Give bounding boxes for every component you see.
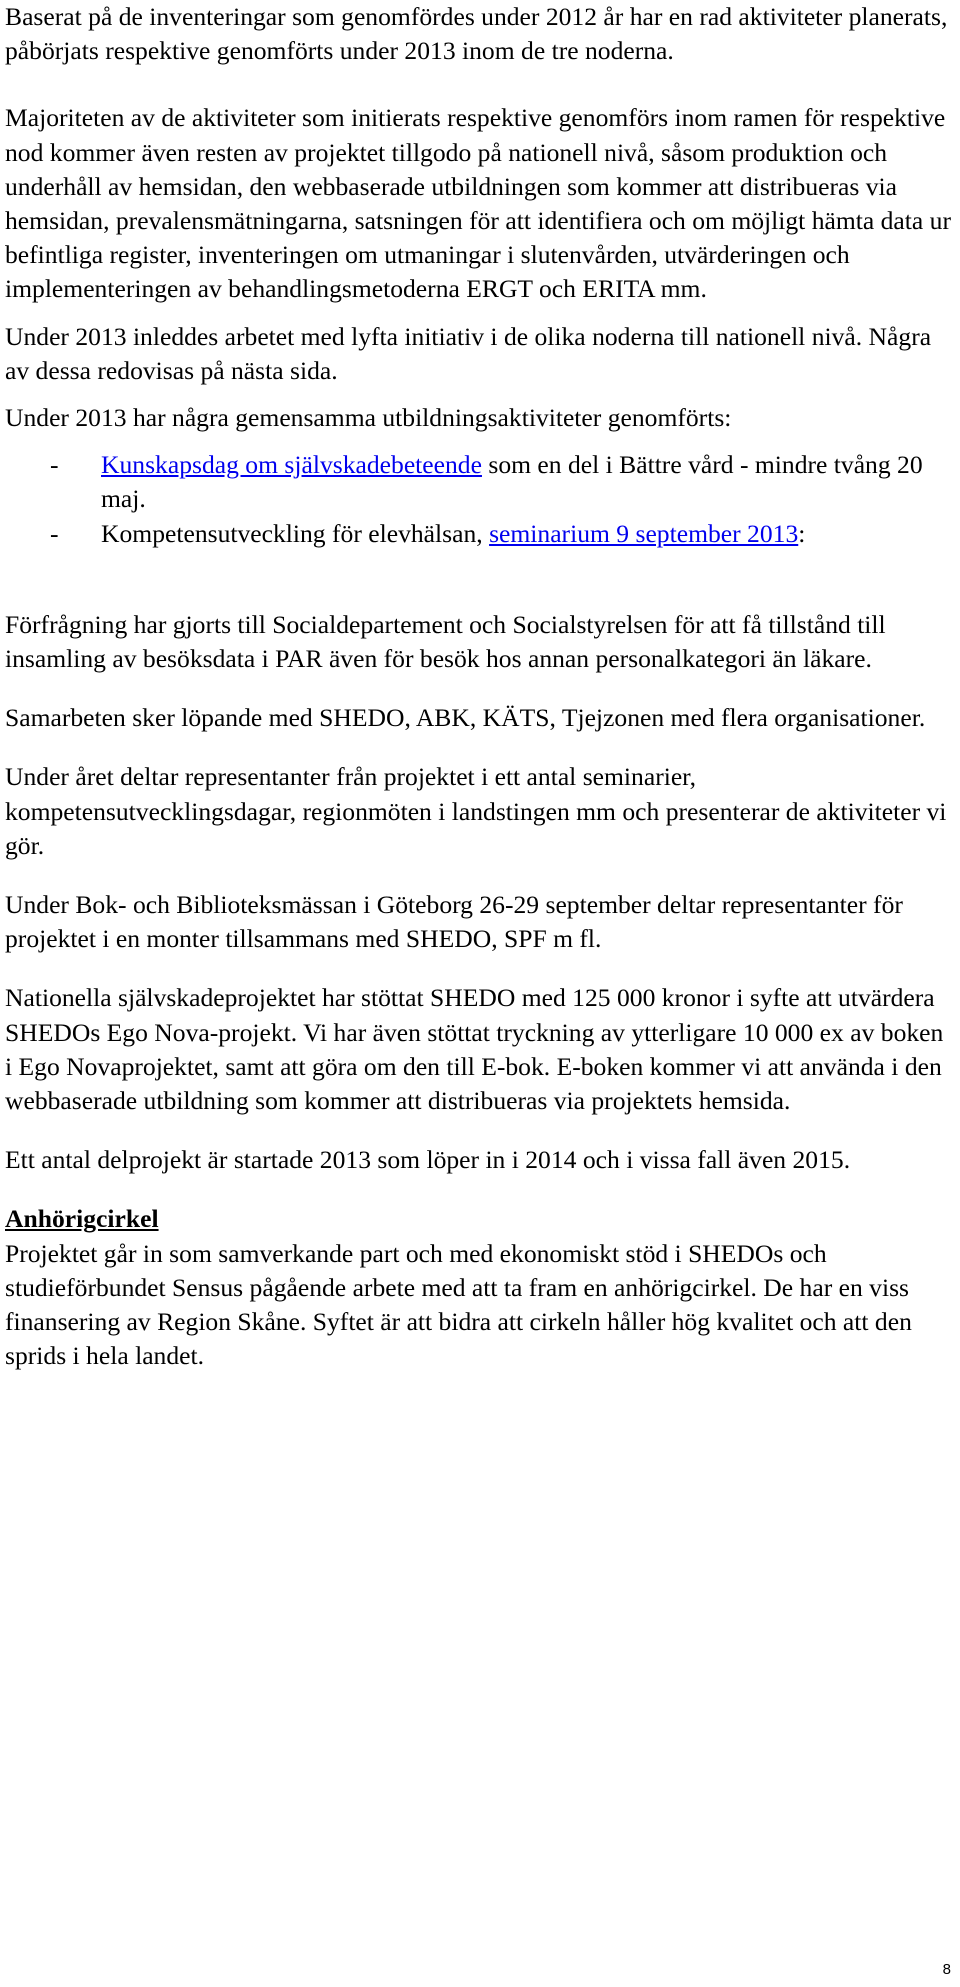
list-dash: - xyxy=(50,518,59,548)
section-body: Projektet går in som samverkande part och med ekonomiskt stöd i SHEDOs och studieförbundet Sensus pågående arbete med att ta fram en anhörigcirkel. De har en viss finansering av Region Skåne. Syftet är att bidra att cirkeln håller hög kvalitet och att den sprids i hela landet. xyxy=(5,1238,912,1371)
paragraph-shedo-support: Nationella självskadeprojektet har stöttat SHEDO med 125 000 kronor i syfte att utvärdera SHEDOs Ego Nova-projekt. Vi har även stöttat tryckning av ytterligare 10 000 ex av boken i Ego Novaprojektet, samt att göra om den till E-bok. E-boken kommer vi att använda i den webbaserade utbildning som kommer att distribueras via projektets hemsida. xyxy=(5,983,944,1116)
paragraph-subprojects: Ett antal delprojekt är startade 2013 som löper in i 2014 och i vissa fall även 2015. xyxy=(5,1145,851,1175)
document-page xyxy=(5,0,953,1374)
list-item xyxy=(5,517,953,551)
list-item xyxy=(5,448,953,516)
paragraph-seminars: Under året deltar representanter från projektet i ett antal seminarier, kompetensutvecklingsdagar, regionmöten i landstingen mm och presenterar de aktiviteter vi gör. xyxy=(5,762,947,860)
paragraph-collaborations: Samarbeten sker löpande med SHEDO, ABK, KÄTS, Tjejzonen med flera organisationer. xyxy=(5,703,926,733)
paragraph-book-fair: Under Bok- och Biblioteksmässan i Göteborg 26-29 september deltar representanter för projektet i en monter tillsammans med SHEDO, SPF m fl. xyxy=(5,890,903,954)
paragraph-education: Under 2013 har några gemensamma utbildningsaktiviteter genomförts: xyxy=(5,403,732,433)
paragraph-request: Förfrågning har gjorts till Socialdepartement och Socialstyrelsen för att få tillstånd till insamling av besöksdata i PAR även för besök hos annan personalkategori än läkare. xyxy=(5,609,886,674)
link-kunskapsdag[interactable]: Kunskapsdag om självskadebeteende xyxy=(101,450,482,480)
paragraph-intro: Baserat på de inventeringar som genomfördes under 2012 år har en rad aktiviteter planerats, påbörjats respektive genomförts under 2013 inom de tre noderna. xyxy=(5,2,948,66)
paragraph-national-level: Under 2013 inleddes arbetet med lyfta initiativ i de olika noderna till nationell nivå. Några av dessa redovisas på nästa sida. xyxy=(5,321,932,385)
list-item-text: som en del i Bättre vård - mindre tvång 20 maj. xyxy=(101,450,923,514)
paragraph-majority: Majoriteten av de aktiviteter som initierats respektive genomförs inom ramen för respektive nod kommer även resten av projektet tillgodo på nationell nivå, såsom produktion och underhåll av hemsidan, den webbaserade utbildningen som kommer att distribueras via hemsidan, prevalensmätningarna, satsningen för att identifiera och om möjligt hämta data ur befintliga register, inventeringen om utmaningar i slutenvården, utvärderingen och implementeringen av behandlingsmetoderna ERGT och ERITA mm. xyxy=(5,103,951,304)
list-item-prefix: Kompetensutveckling för elevhälsan, xyxy=(101,518,490,548)
link-seminarium[interactable]: seminarium 9 september 2013 xyxy=(489,518,799,548)
list-dash: - xyxy=(50,450,59,480)
section-heading: Anhörigcirkel xyxy=(5,1204,159,1234)
list-item-suffix: : xyxy=(798,518,806,548)
education-list xyxy=(5,448,953,551)
page-number: 8 xyxy=(942,1961,951,1978)
